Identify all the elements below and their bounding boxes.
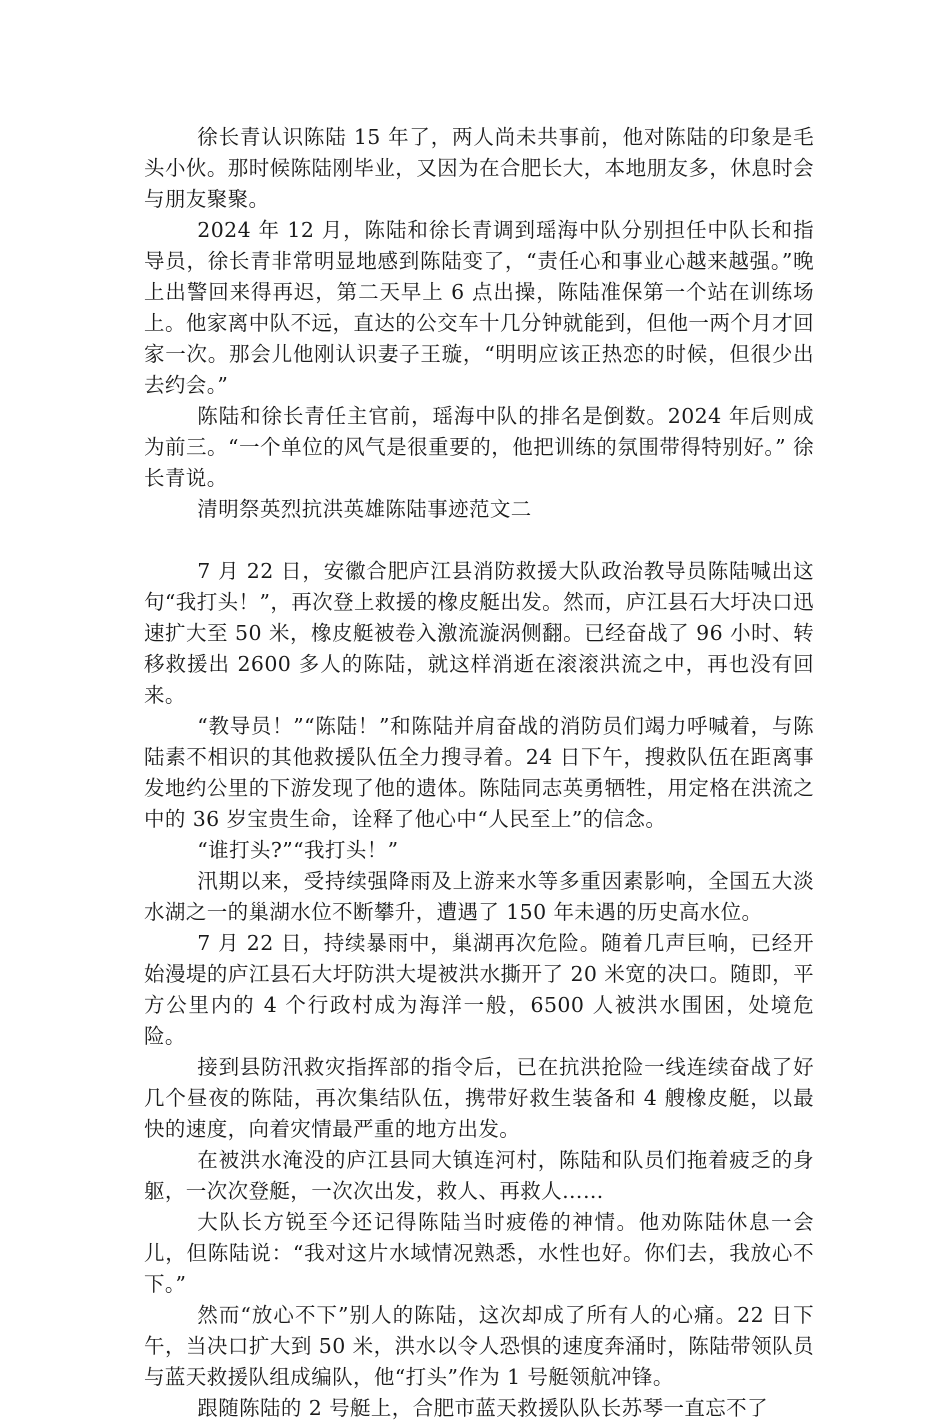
paragraph-6: “谁打头?”“我打头！” (197, 838, 399, 862)
paragraph-5: “教导员！”“陈陆！”和陈陆并肩奋战的消防员们竭力呼喊着，与陈陆素不相识的其他救援队伍全力搜寻着。24 日下午，搜救队伍在距离事发地约公里的下游发现了他的遗体。陈陆同志英勇牺牲，用定格在洪流之中的 36 岁宝贵生命，诠释了他心中“人民至上”的信念。 (144, 714, 814, 831)
paragraph-3: 陈陆和徐长青任主官前，瑶海中队的排名是倒数。2024 年后则成为前三。“一个单位的风气是很重要的，他把训练的氛围带得特别好。” 徐长青说。 (144, 404, 814, 490)
paragraph-2: 2024 年 12 月，陈陆和徐长青调到瑶海中队分别担任中队长和指导员，徐长青非常明显地感到陈陆变了，“责任心和事业心越来越强。”晚上出警回来得再迟，第二天早上 6 点出操，陈陆准保第一个站在训练场上。他家离中队不远，直达的公交车十几分钟就能到，但他一两个月才回家一次。那会儿他刚认识妻子王璇，“明明应该正热恋的时候，但很少出去约会。” (144, 218, 814, 397)
paragraph-8: 7 月 22 日，持续暴雨中，巢湖再次危险。随着几声巨响，已经开始漫堤的庐江县石大圩防洪大堤被洪水撕开了 20 米宽的决口。随即，平方公里内的 4 个行政村成为海洋一般，6500 人被洪水围困，处境危险。 (144, 931, 814, 1048)
section-heading: 清明祭英烈抗洪英雄陈陆事迹范文二 (197, 497, 532, 521)
paragraph-7: 汛期以来，受持续强降雨及上游来水等多重因素影响，全国五大淡水湖之一的巢湖水位不断攀升，遭遇了 150 年未遇的历史高水位。 (144, 869, 814, 924)
paragraph-12: 然而“放心不下”别人的陈陆，这次却成了所有人的心痛。22 日下午，当决口扩大到 50 米，洪水以令人恐惧的速度奔涌时，陈陆带领队员与蓝天救援队组成编队，他“打头”作为 1 号艇领航冲锋。 (144, 1303, 814, 1389)
paragraph-4: 7 月 22 日，安徽合肥庐江县消防救援大队政治教导员陈陆喊出这句“我打头！”，再次登上救援的橡皮艇出发。然而，庐江县石大圩决口迅速扩大至 50 米，橡皮艇被卷入激流漩涡侧翻。已经奋战了 96 小时、转移救援出 2600 多人的陈陆，就这样消逝在滚滚洪流之中，再也没有回来。 (144, 559, 814, 707)
paragraph-1: 徐长青认识陈陆 15 年了，两人尚未共事前，他对陈陆的印象是毛头小伙。那时候陈陆刚毕业，又因为在合肥长大，本地朋友多，休息时会与朋友聚聚。 (144, 125, 814, 211)
paragraph-10: 在被洪水淹没的庐江县同大镇连河村，陈陆和队员们拖着疲乏的身躯，一次次登艇，一次次出发，救人、再救人…… (144, 1148, 814, 1203)
paragraph-13: 跟随陈陆的 2 号艇上，合肥市蓝天救援队队长苏琴一直忘不了 (197, 1396, 768, 1420)
document-body (144, 122, 814, 1424)
paragraph-9: 接到县防汛救灾指挥部的指令后，已在抗洪抢险一线连续奋战了好几个昼夜的陈陆，再次集结队伍，携带好救生装备和 4 艘橡皮艇，以最快的速度，向着灾情最严重的地方出发。 (144, 1055, 814, 1141)
paragraph-11: 大队长方锐至今还记得陈陆当时疲倦的神情。他劝陈陆休息一会儿，但陈陆说：“我对这片水域情况熟悉，水性也好。你们去，我放心不下。” (144, 1210, 814, 1296)
